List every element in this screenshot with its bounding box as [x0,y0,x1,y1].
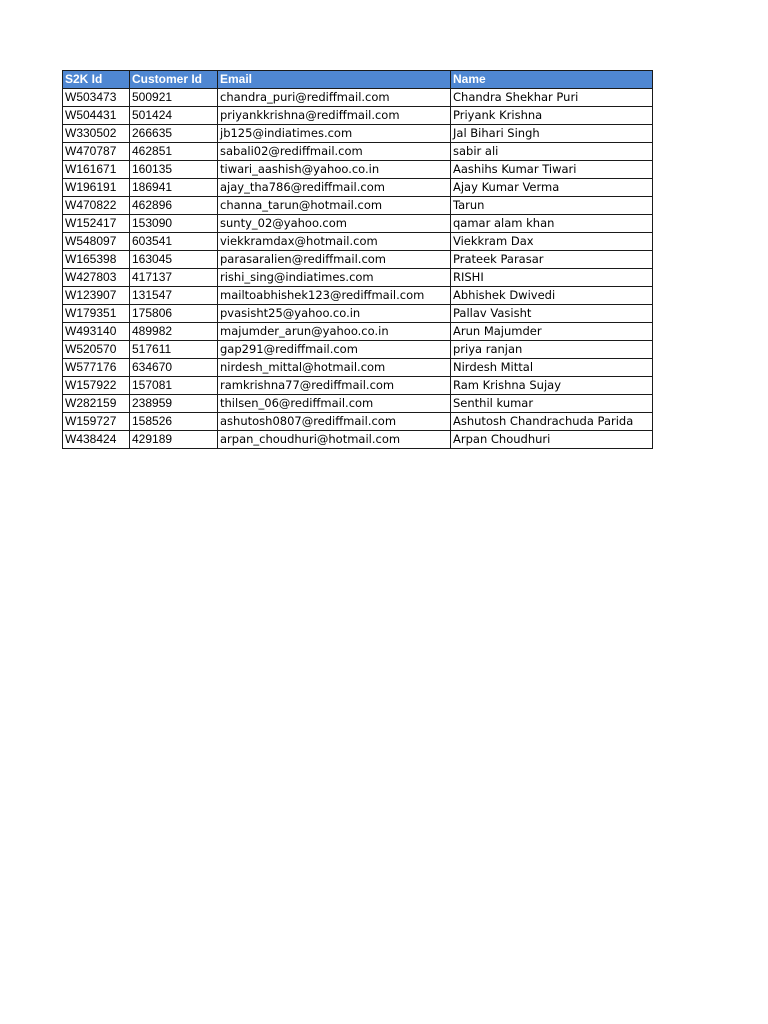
cell-customer-id[interactable]: 500921 [130,89,218,107]
cell-email[interactable]: channa_tarun@hotmail.com [218,197,451,215]
cell-customer-id[interactable]: 462896 [130,197,218,215]
cell-s2k-id[interactable]: W520570 [63,341,130,359]
table-row [63,125,653,143]
table-row [63,431,653,449]
cell-name[interactable]: Ajay Kumar Verma [451,179,653,197]
cell-name[interactable]: Abhishek Dwivedi [451,287,653,305]
cell-customer-id[interactable]: 163045 [130,251,218,269]
table-row [63,269,653,287]
cell-email[interactable]: mailtoabhishek123@rediffmail.com [218,287,451,305]
cell-email[interactable]: priyankkrishna@rediffmail.com [218,107,451,125]
cell-name[interactable]: Viekkram Dax [451,233,653,251]
cell-customer-id[interactable]: 186941 [130,179,218,197]
spreadsheet-sheet [62,70,652,449]
cell-name[interactable]: Jal Bihari Singh [451,125,653,143]
table-row [63,287,653,305]
table-row [63,323,653,341]
cell-s2k-id[interactable]: W470787 [63,143,130,161]
cell-name[interactable]: sabir ali [451,143,653,161]
cell-email[interactable]: majumder_arun@yahoo.co.in [218,323,451,341]
cell-s2k-id[interactable]: W123907 [63,287,130,305]
table-body [63,89,653,449]
cell-name[interactable]: qamar alam khan [451,215,653,233]
cell-customer-id[interactable]: 266635 [130,125,218,143]
cell-email[interactable]: viekkramdax@hotmail.com [218,233,451,251]
table-row [63,377,653,395]
cell-customer-id[interactable]: 501424 [130,107,218,125]
cell-s2k-id[interactable]: W152417 [63,215,130,233]
table-row [63,305,653,323]
header-email[interactable]: Email [218,71,451,89]
cell-s2k-id[interactable]: W503473 [63,89,130,107]
cell-name[interactable]: Prateek Parasar [451,251,653,269]
cell-email[interactable]: sunty_02@yahoo.com [218,215,451,233]
table-row [63,233,653,251]
table-row [63,179,653,197]
cell-s2k-id[interactable]: W161671 [63,161,130,179]
cell-email[interactable]: arpan_choudhuri@hotmail.com [218,431,451,449]
cell-customer-id[interactable]: 462851 [130,143,218,161]
cell-customer-id[interactable]: 429189 [130,431,218,449]
cell-name[interactable]: Arpan Choudhuri [451,431,653,449]
cell-email[interactable]: ajay_tha786@rediffmail.com [218,179,451,197]
cell-name[interactable]: Nirdesh Mittal [451,359,653,377]
cell-email[interactable]: pvasisht25@yahoo.co.in [218,305,451,323]
header-s2k-id[interactable]: S2K Id [63,71,130,89]
cell-s2k-id[interactable]: W470822 [63,197,130,215]
cell-customer-id[interactable]: 238959 [130,395,218,413]
table-row [63,197,653,215]
cell-name[interactable]: RISHI [451,269,653,287]
customer-table [62,70,653,449]
cell-customer-id[interactable]: 160135 [130,161,218,179]
header-customer-id[interactable]: Customer Id [130,71,218,89]
cell-s2k-id[interactable]: W330502 [63,125,130,143]
cell-s2k-id[interactable]: W504431 [63,107,130,125]
cell-s2k-id[interactable]: W196191 [63,179,130,197]
cell-s2k-id[interactable]: W165398 [63,251,130,269]
cell-email[interactable]: chandra_puri@rediffmail.com [218,89,451,107]
table-row [63,143,653,161]
cell-name[interactable]: Aashihs Kumar Tiwari [451,161,653,179]
cell-customer-id[interactable]: 157081 [130,377,218,395]
cell-s2k-id[interactable]: W493140 [63,323,130,341]
cell-name[interactable]: Priyank Krishna [451,107,653,125]
cell-customer-id[interactable]: 603541 [130,233,218,251]
header-name[interactable]: Name [451,71,653,89]
table-row [63,413,653,431]
cell-email[interactable]: parasaralien@rediffmail.com [218,251,451,269]
cell-s2k-id[interactable]: W157922 [63,377,130,395]
cell-s2k-id[interactable]: W548097 [63,233,130,251]
cell-name[interactable]: Pallav Vasisht [451,305,653,323]
cell-email[interactable]: gap291@rediffmail.com [218,341,451,359]
table-row [63,341,653,359]
cell-s2k-id[interactable]: W159727 [63,413,130,431]
table-row [63,359,653,377]
cell-email[interactable]: nirdesh_mittal@hotmail.com [218,359,451,377]
cell-s2k-id[interactable]: W577176 [63,359,130,377]
cell-name[interactable]: Ashutosh Chandrachuda Parida [451,413,653,431]
cell-name[interactable]: Chandra Shekhar Puri [451,89,653,107]
cell-email[interactable]: ramkrishna77@rediffmail.com [218,377,451,395]
cell-customer-id[interactable]: 131547 [130,287,218,305]
cell-customer-id[interactable]: 153090 [130,215,218,233]
cell-customer-id[interactable]: 489982 [130,323,218,341]
cell-customer-id[interactable]: 634670 [130,359,218,377]
cell-email[interactable]: thilsen_06@rediffmail.com [218,395,451,413]
cell-email[interactable]: tiwari_aashish@yahoo.co.in [218,161,451,179]
table-row [63,161,653,179]
cell-customer-id[interactable]: 158526 [130,413,218,431]
cell-email[interactable]: jb125@indiatimes.com [218,125,451,143]
table-row [63,251,653,269]
cell-name[interactable]: Ram Krishna Sujay [451,377,653,395]
cell-s2k-id[interactable]: W179351 [63,305,130,323]
cell-customer-id[interactable]: 175806 [130,305,218,323]
cell-customer-id[interactable]: 417137 [130,269,218,287]
table-row [63,395,653,413]
cell-name[interactable]: Senthil kumar [451,395,653,413]
cell-name[interactable]: Tarun [451,197,653,215]
cell-email[interactable]: rishi_sing@indiatimes.com [218,269,451,287]
cell-s2k-id[interactable]: W427803 [63,269,130,287]
cell-name[interactable]: Arun Majumder [451,323,653,341]
table-row [63,215,653,233]
table-row [63,107,653,125]
cell-name[interactable]: priya ranjan [451,341,653,359]
cell-email[interactable]: ashutosh0807@rediffmail.com [218,413,451,431]
table-row [63,89,653,107]
cell-customer-id[interactable]: 517611 [130,341,218,359]
cell-s2k-id[interactable]: W438424 [63,431,130,449]
cell-email[interactable]: sabali02@rediffmail.com [218,143,451,161]
header-row [63,71,653,89]
cell-s2k-id[interactable]: W282159 [63,395,130,413]
